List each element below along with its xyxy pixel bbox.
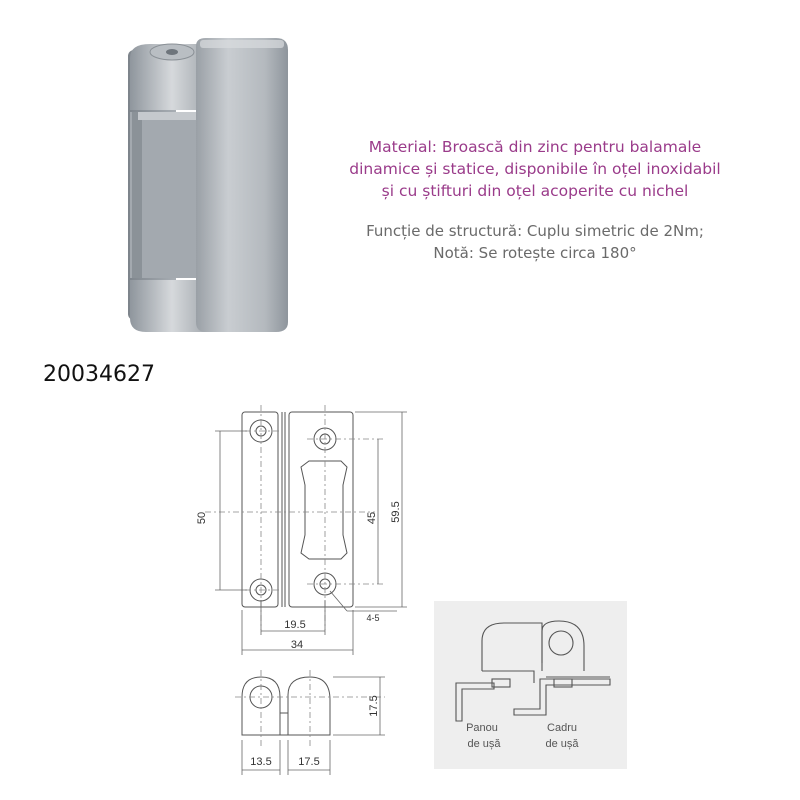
dim-19-5-label: 19.5 bbox=[284, 619, 306, 631]
dim-45-label: 45 bbox=[366, 511, 378, 525]
installation-diagram bbox=[434, 601, 627, 769]
product-code: 20034627 bbox=[43, 362, 155, 387]
door-frame-label-1: Cadru bbox=[547, 722, 577, 734]
dim-59-5-label: 59.5 bbox=[390, 501, 402, 523]
dim-13-5-label: 13.5 bbox=[250, 756, 272, 768]
dim-34-label: 34 bbox=[290, 639, 304, 651]
product-description bbox=[320, 136, 750, 264]
dim-50-label: 50 bbox=[196, 511, 208, 525]
dim-side-17-5-v-label: 17.5 bbox=[368, 695, 380, 717]
dim-hole-label: 4-5 bbox=[366, 613, 380, 623]
function-text bbox=[320, 220, 750, 264]
material-line: dinamice și statice, disponibile în oțel inoxidabil bbox=[349, 160, 721, 178]
dim-side-17-5-h-label: 17.5 bbox=[298, 756, 320, 768]
door-panel-label-1: Panou bbox=[466, 722, 498, 734]
function-line: Notă: Se rotește circa 180° bbox=[433, 244, 637, 262]
material-line: Material: Broască din zinc pentru balamale bbox=[368, 138, 702, 156]
material-line: și cu știfturi din oțel acoperite cu nichel bbox=[381, 182, 689, 200]
door-panel-label-2: de ușă bbox=[467, 738, 501, 750]
hinge-product-photo bbox=[110, 30, 310, 340]
technical-drawing bbox=[185, 395, 435, 790]
door-frame-label-2: de ușă bbox=[545, 738, 579, 750]
recess-outline bbox=[301, 461, 347, 559]
left-leaf-outline bbox=[242, 412, 278, 607]
material-text bbox=[320, 136, 750, 202]
function-line: Funcție de structură: Cuplu simetric de 2Nm; bbox=[366, 222, 704, 240]
